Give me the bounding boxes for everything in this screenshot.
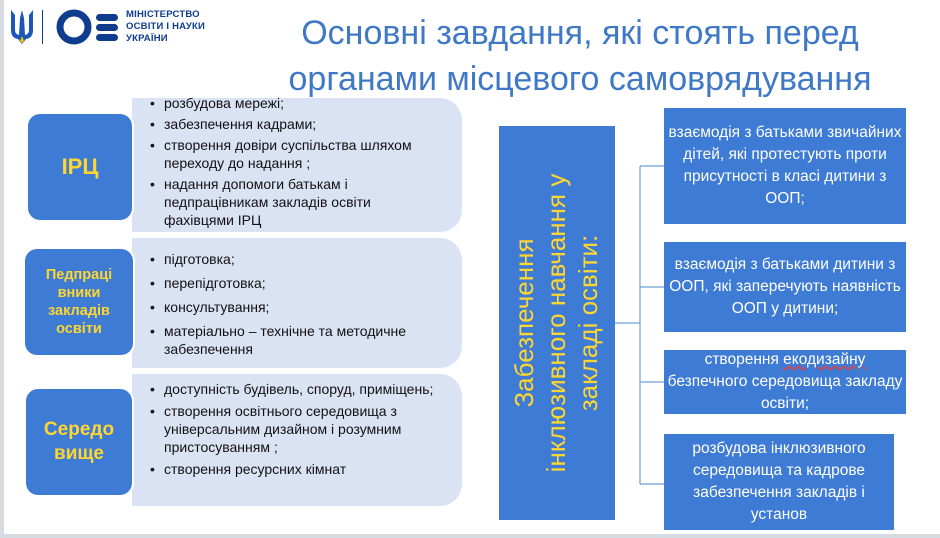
teachers-list <box>150 250 440 358</box>
logo-divider <box>42 10 43 44</box>
list-item: • створення ресурсних кімнат <box>150 460 446 478</box>
task-box-3 <box>664 350 906 414</box>
ministry-line-1: МІНІСТЕРСТВО <box>126 9 200 20</box>
center-line-1: Забезпечення <box>509 238 539 408</box>
list-item: • створення освітнього середовища з універсальним дизайном і розумним пристосуванням ; <box>150 402 446 456</box>
task-box-2: взаємодія з батьками дитини з ООП, які заперечують наявність ООП у дитини; <box>664 242 906 332</box>
irc-label: ІРЦ <box>28 114 132 220</box>
task-box-3-text <box>664 349 906 415</box>
title-line-1: Основні завдання, які стоять перед <box>301 14 859 52</box>
slide-title <box>230 10 930 102</box>
list-item: • розбудова мережі; <box>150 94 440 112</box>
environment-label: Середо вище <box>26 389 132 495</box>
task-box-3-pre: створення <box>704 351 784 368</box>
task-box-3-post: безпечного середовища закладу освіти; <box>667 373 903 412</box>
ministry-line-2: ОСВІТИ І НАУКИ <box>126 21 205 32</box>
environment-panel <box>132 374 462 506</box>
list-item: • доступність будівель, споруд, приміщень; <box>150 380 446 398</box>
list-item: • консультування; <box>150 298 440 316</box>
center-line-2: інклюзивного навчання у <box>541 173 571 473</box>
irc-panel <box>132 95 462 232</box>
teachers-label: Педпраці вники закладів освіти <box>25 249 133 355</box>
environment-list <box>150 380 446 478</box>
trident-icon <box>8 6 36 46</box>
slide-bottom-edge <box>0 534 940 538</box>
list-item: • створення довіри суспільства шляхом переходу до надання ; <box>150 136 440 172</box>
list-item: • перепідготовка; <box>150 274 440 292</box>
list-item: • матеріально – технічне та методичне забезпечення <box>150 322 440 358</box>
slide-left-edge <box>0 0 4 538</box>
title-line-2: органами місцевого самоврядування <box>288 60 872 98</box>
list-item: • підготовка; <box>150 250 440 268</box>
task-box-4: розбудова інклюзивного середовища та кадрове забезпечення закладів і установ <box>664 434 894 530</box>
irc-list <box>150 94 440 229</box>
teachers-panel <box>132 238 462 368</box>
list-item: • надання допомоги батькам і педпрацівникам закладів освіти фахівцями ІРЦ <box>150 175 440 229</box>
inclusion-bar-text <box>499 126 615 520</box>
ministry-name <box>126 9 236 45</box>
ecodesign-word: екодизайну <box>783 351 866 368</box>
list-item: • забезпечення кадрами; <box>150 115 440 133</box>
ministry-line-3: УКРАЇНИ <box>126 33 168 44</box>
task-box-1: взаємодія з батьками звичайних дітей, які протестують проти присутності в класі дитини з ООП; <box>664 108 906 224</box>
center-line-3: закладі освіти: <box>573 234 603 412</box>
mo-logo-icon <box>56 8 120 46</box>
